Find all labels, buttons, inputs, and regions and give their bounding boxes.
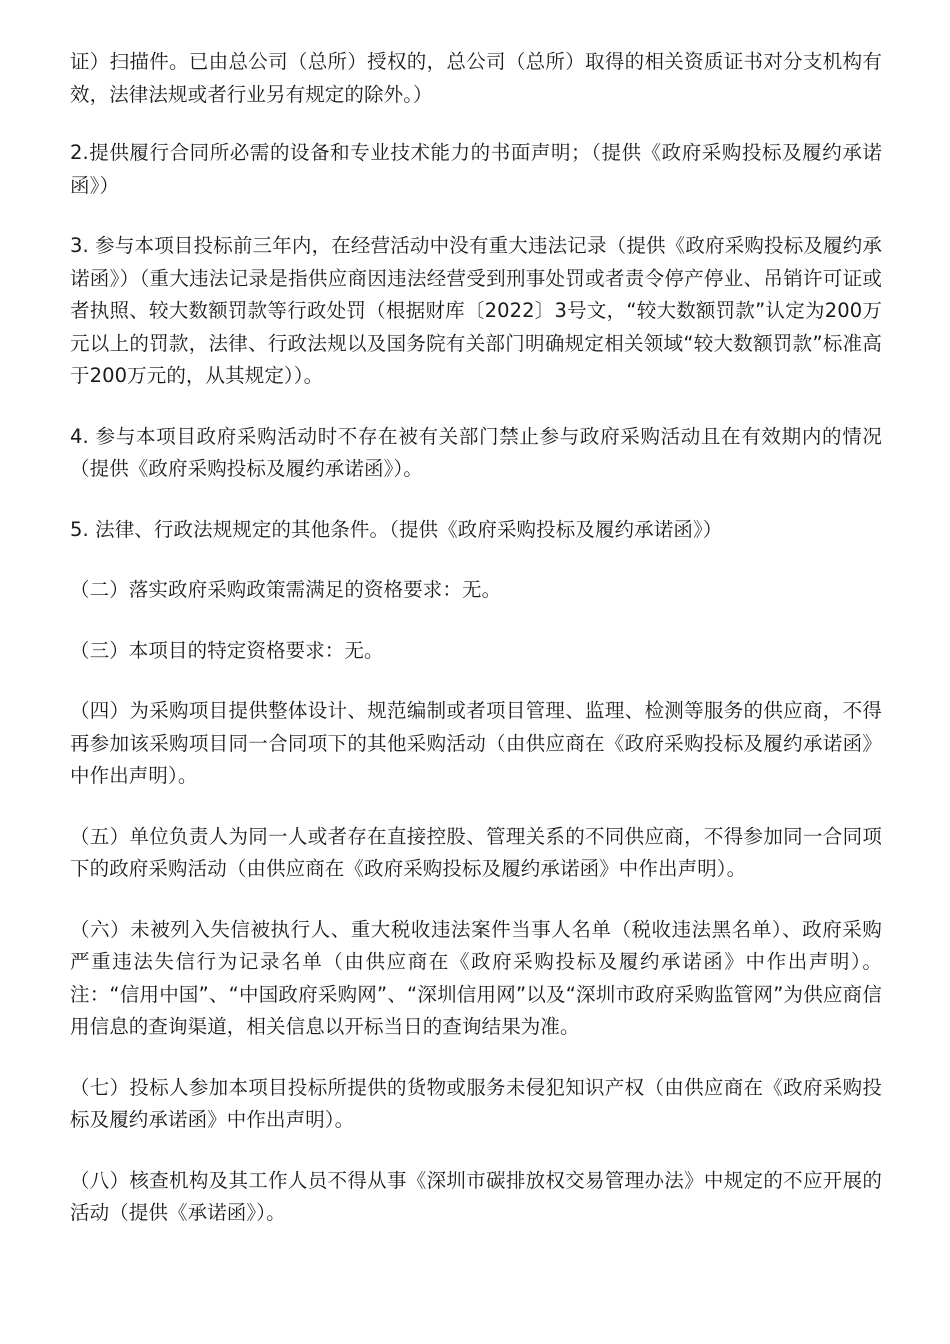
document-body [70, 46, 882, 1258]
paragraph-section-4: （四）为采购项目提供整体设计、规范编制或者项目管理、监理、检测等服务的供应商，不得再参加该采购项目同一合同项下的其他采购活动（由供应商在《政府采购投标及履约承诺函》中作出声明）。 [70, 699, 882, 787]
paragraph-item-4: 4. 参与本项目政府采购活动时不存在被有关部门禁止参与政府采购活动且在有效期内的情况（提供《政府采购投标及履约承诺函》）。 [70, 424, 882, 480]
paragraph-section-2: （二）落实政府采购政策需满足的资格要求：无。 [70, 578, 502, 601]
paragraph-item-3: 3. 参与本项目投标前三年内，在经营活动中没有重大违法记录（提供《政府采购投标及履约承诺函》）（重大违法记录是指供应商因违法经营受到刑事处罚或者责令停产停业、吊销许可证或者执照、较大数额罚款等行政处罚（根据财库〔2022〕3号文，“较大数额罚款”认定为200万元以上的罚款，法律、行政法规以及国务院有关部门明确规定相关领域“较大数额罚款”标准高于200万元的，从其规定））。 [70, 234, 882, 387]
paragraph-section-6: （六）未被列入失信被执行人、重大税收违法案件当事人名单（税收违法黑名单）、政府采购严重违法失信行为记录名单（由供应商在《政府采购投标及履约承诺函》中作出声明）。注：“信用中国”、“中国政府采购网”、“深圳信用网”以及“深圳市政府采购监管网”为供应商信用信息的查询渠道，相关信息以开标当日的查询结果为准。 [70, 917, 882, 1038]
paragraph-section-5: （五）单位负责人为同一人或者存在直接控股、管理关系的不同供应商，不得参加同一合同项下的政府采购活动（由供应商在《政府采购投标及履约承诺函》中作出声明）。 [70, 824, 882, 880]
paragraph-section-7: （七）投标人参加本项目投标所提供的货物或服务未侵犯知识产权（由供应商在《政府采购投标及履约承诺函》中作出声明）。 [70, 1075, 882, 1131]
paragraph-item-2: 2.提供履行合同所必需的设备和专业技术能力的书面声明；（提供《政府采购投标及履约承诺函》） [70, 141, 882, 197]
paragraph-continuation: 证）扫描件。已由总公司（总所）授权的，总公司（总所）取得的相关资质证书对分支机构有效，法律法规或者行业另有规定的除外。） [70, 50, 882, 106]
paragraph-section-3: （三）本项目的特定资格要求：无。 [70, 638, 384, 662]
paragraph-item-5: 5. 法律、行政法规规定的其他条件。（提供《政府采购投标及履约承诺函》） [70, 517, 723, 541]
paragraph-section-8: （八）核查机构及其工作人员不得从事《深圳市碳排放权交易管理办法》中规定的不应开展的活动（提供《承诺函》）。 [70, 1168, 882, 1224]
